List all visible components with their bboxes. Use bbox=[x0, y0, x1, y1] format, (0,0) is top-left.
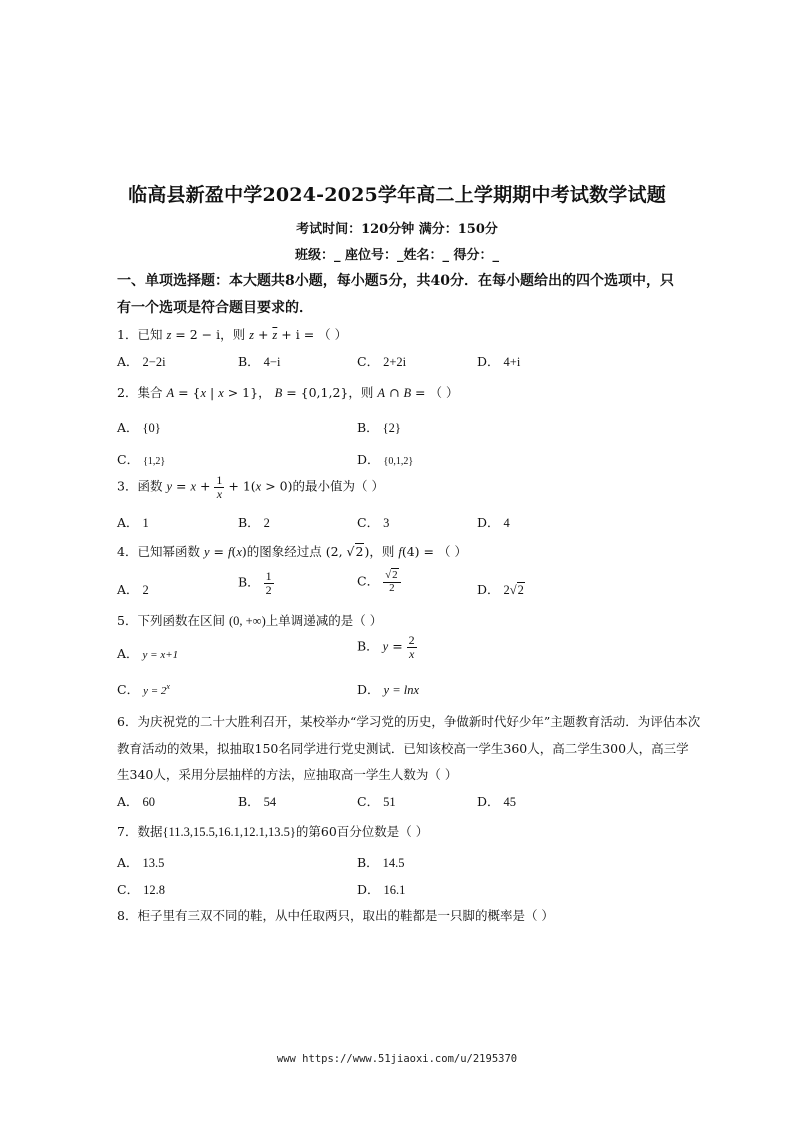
question-5: 5．下列函数在区间 (0, +∞)上单调递减的是（ ） bbox=[117, 613, 383, 628]
q2-option-c[interactable]: C． {1,2} bbox=[117, 452, 166, 467]
q3-option-a[interactable]: A． 1 bbox=[117, 515, 149, 530]
question-7: 7．数据{11.3,15.5,16.1,12.1,13.5}的第60百分位数是（ ） bbox=[117, 824, 429, 839]
footer-url-watermark: www https://www.51jiaoxi.com/u/2195370 bbox=[276, 1053, 518, 1065]
student-info-fields: 班级：_ 座位号：_姓名：_ 得分：_ bbox=[294, 248, 500, 263]
q1-option-b[interactable]: B． 4−i bbox=[238, 354, 281, 369]
q6-option-a[interactable]: A． 60 bbox=[117, 794, 156, 809]
q4-option-c[interactable]: C． $\frac{√2}{2}$ bbox=[357, 570, 401, 594]
q3-option-d[interactable]: D． 4 bbox=[477, 515, 510, 530]
question-1: 1．已知 z = 2 − i，则 $z + \overline{z} + i$ = （ ） bbox=[117, 327, 348, 342]
q4-option-a[interactable]: A． 2 bbox=[117, 582, 149, 597]
q5-option-b[interactable]: B． y = $\frac{2}{x}$ bbox=[357, 633, 415, 661]
q2-option-b[interactable]: B． {2} bbox=[357, 420, 401, 435]
q4-option-d[interactable]: D． 2√2 bbox=[477, 582, 524, 597]
q3-option-c[interactable]: C． 3 bbox=[357, 515, 390, 530]
q1-option-d[interactable]: D． 4+i bbox=[477, 354, 521, 369]
q7-option-a[interactable]: A． 13.5 bbox=[117, 855, 165, 870]
page-title: 临高县新盈中学2024-2025学年高二上学期期中考试数学试题 bbox=[128, 184, 666, 206]
q5-option-c[interactable]: C． $y = 2^x$ bbox=[117, 681, 170, 697]
q3-option-b[interactable]: B． 2 bbox=[238, 515, 270, 530]
q7-option-c[interactable]: C． 12.8 bbox=[117, 882, 165, 897]
q4-option-b[interactable]: B． $\frac{1}{2}$ bbox=[238, 569, 272, 597]
q5-option-a[interactable]: A． y = x+1 bbox=[117, 646, 179, 661]
exam-time-info: 考试时间：120分钟 满分：150分 bbox=[296, 222, 498, 237]
q2-option-a[interactable]: A． {0} bbox=[117, 420, 161, 435]
question-6-line2: 教育活动的效果，拟抽取150名同学进行党史测试．已知该校高一学生360人，高二学生300人，高三学 bbox=[117, 741, 689, 756]
q6-option-c[interactable]: C． 51 bbox=[357, 794, 396, 809]
question-3: 3．函数 y = x + $\frac{1}{x}$ + 1(x > 0)的最小值为（ ） bbox=[117, 473, 384, 501]
question-6-line1: 6．为庆祝党的二十大胜利召开，某校举办“学习党的历史，争做新时代好少年”主题教育活动．为评估本次 bbox=[117, 714, 701, 729]
section-heading-line2: 有一个选项是符合题目要求的． bbox=[117, 300, 313, 316]
q5-option-d[interactable]: D． y = lnx bbox=[357, 682, 420, 697]
q6-option-b[interactable]: B． 54 bbox=[238, 794, 277, 809]
q1-option-c[interactable]: C． 2+2i bbox=[357, 354, 407, 369]
question-6-line3: 生340人，采用分层抽样的方法，应抽取高一学生人数为（ ） bbox=[117, 767, 458, 782]
question-8: 8．柜子里有三双不同的鞋，从中任取两只，取出的鞋都是一只脚的概率是（ ） bbox=[117, 908, 554, 923]
question-2: 2．集合 A = {x | x > 1}， B = {0,1,2}，则 A ∩ B = （ ） bbox=[117, 385, 459, 400]
q1-option-a[interactable]: A． 2−2i bbox=[117, 354, 166, 369]
q6-option-d[interactable]: D． 45 bbox=[477, 794, 517, 809]
q7-option-d[interactable]: D． 16.1 bbox=[357, 882, 406, 897]
question-4: 4．已知幂函数 y = f(x)的图象经过点 (2, √2)，则 f(4) = （ ） bbox=[117, 544, 467, 559]
section-heading-line1: 一、单项选择题：本大题共8小题，每小题5分，共40分．在每小题给出的四个选项中，只 bbox=[117, 273, 674, 289]
q7-option-b[interactable]: B． 14.5 bbox=[357, 855, 405, 870]
q2-option-d[interactable]: D． {0,1,2} bbox=[357, 452, 414, 467]
